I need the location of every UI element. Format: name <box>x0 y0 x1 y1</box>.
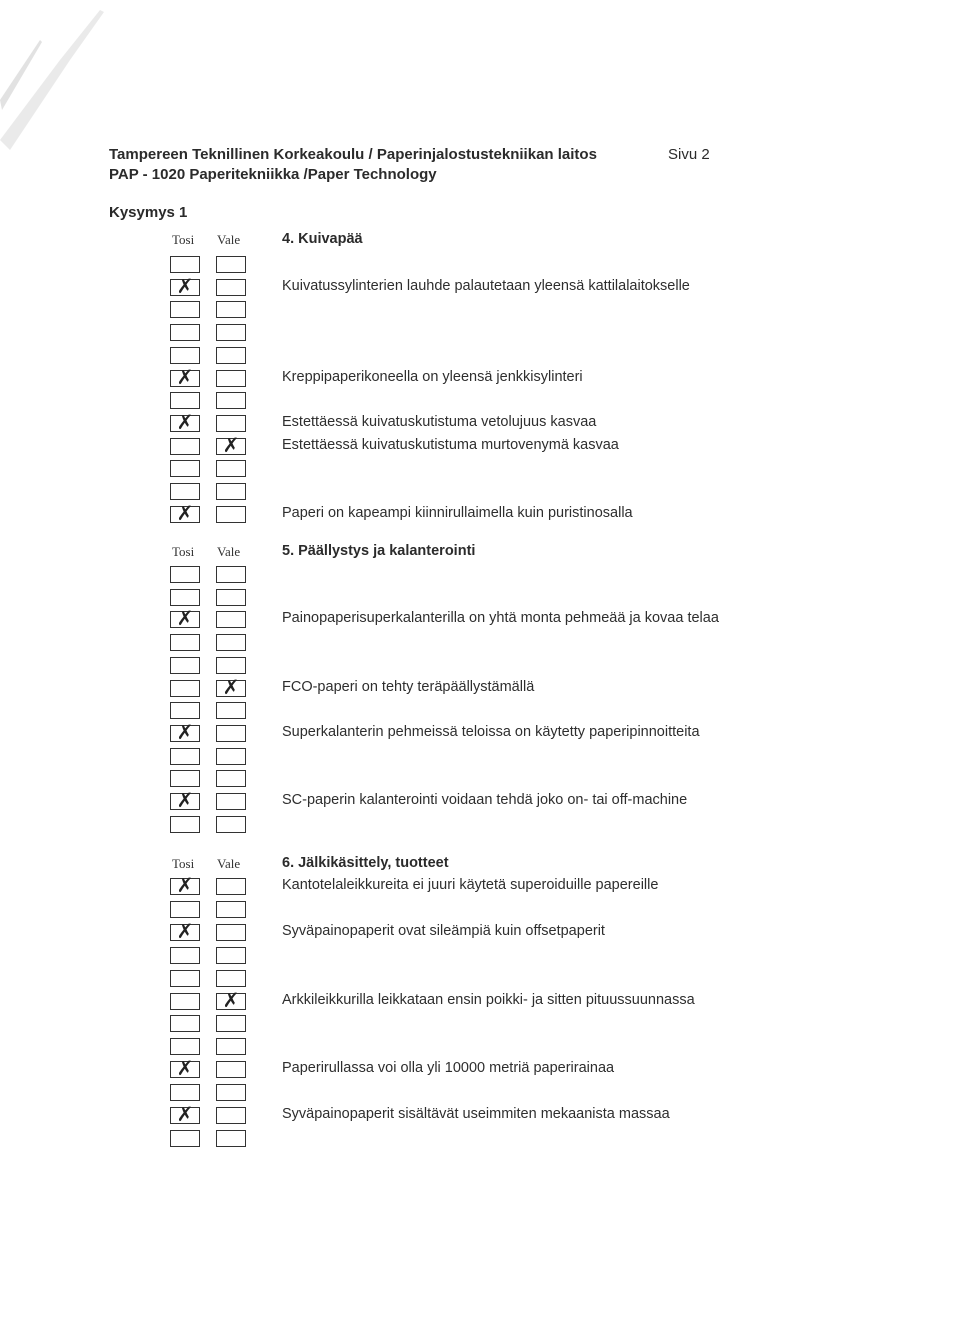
vale-checkbox[interactable] <box>216 878 246 895</box>
tosi-checkbox[interactable] <box>170 947 200 964</box>
check-mark-icon: ✗ <box>176 790 194 812</box>
check-mark-icon: ✗ <box>176 608 194 631</box>
tosi-checkbox[interactable] <box>170 1015 200 1032</box>
tosi-checkbox[interactable] <box>170 634 200 651</box>
section-title: 5. Päällystys ja kalanterointi <box>282 543 476 559</box>
tosi-checkbox[interactable] <box>170 411 200 434</box>
column-header-tosi: Tosi <box>172 232 195 247</box>
vale-checkbox[interactable] <box>216 415 246 432</box>
column-header-tosi: Tosi <box>172 544 195 559</box>
statement-text: Kantotelaleikkureita ei juuri käytetä superoiduille papereille <box>282 877 659 893</box>
check-mark-icon: ✗ <box>176 366 194 389</box>
vale-checkbox[interactable] <box>216 725 246 742</box>
check-mark-icon: ✗ <box>222 434 240 457</box>
check-mark-icon: ✗ <box>176 920 194 943</box>
tosi-checkbox[interactable] <box>170 993 200 1010</box>
vale-checkbox[interactable] <box>216 460 246 477</box>
tosi-checkbox[interactable] <box>170 901 200 918</box>
tosi-checkbox[interactable] <box>170 1038 200 1055</box>
tosi-checkbox[interactable] <box>170 502 200 525</box>
statement-text: Arkkileikkurilla leikkataan ensin poikki- ja sitten pituussuunnassa <box>282 991 695 1008</box>
vale-checkbox[interactable] <box>216 989 246 1012</box>
statement-text: Syväpainopaperit sisältävät useimmiten mekaanista massaa <box>282 1106 670 1122</box>
statement-text: Syväpainopaperit ovat sileämpiä kuin offsetpaperit <box>282 922 605 939</box>
tosi-checkbox[interactable] <box>170 680 200 697</box>
vale-checkbox[interactable] <box>216 770 246 787</box>
vale-checkbox[interactable] <box>216 566 246 583</box>
check-mark-icon: ✗ <box>176 502 194 525</box>
check-mark-icon: ✗ <box>222 676 240 699</box>
statement-text: Estettäessä kuivatuskutistuma murtovenymä kasvaa <box>282 436 619 453</box>
tosi-checkbox[interactable] <box>170 256 200 273</box>
vale-checkbox[interactable] <box>216 970 246 987</box>
vale-checkbox[interactable] <box>216 1015 246 1032</box>
vale-checkbox[interactable] <box>216 702 246 719</box>
header-course: PAP - 1020 Paperitekniikka /Paper Technology <box>109 166 437 183</box>
tosi-checkbox[interactable] <box>170 748 200 765</box>
column-header-tosi: Tosi <box>172 856 195 871</box>
tosi-checkbox[interactable] <box>170 301 200 318</box>
vale-checkbox[interactable] <box>216 793 246 810</box>
statement-text: Kuivatussylinterien lauhde palautetaan yleensä kattilalaitokselle <box>282 277 690 294</box>
tosi-checkbox[interactable] <box>170 790 200 812</box>
vale-checkbox[interactable] <box>216 589 246 606</box>
vale-checkbox[interactable] <box>216 1130 246 1147</box>
scan-streak <box>0 0 120 160</box>
page-number: Sivu 2 <box>668 146 710 163</box>
tosi-checkbox[interactable] <box>170 438 200 455</box>
question-label: Kysymys 1 <box>109 204 188 221</box>
tosi-checkbox[interactable] <box>170 1130 200 1147</box>
tosi-checkbox[interactable] <box>170 566 200 583</box>
tosi-checkbox[interactable] <box>170 275 200 298</box>
vale-checkbox[interactable] <box>216 1061 246 1078</box>
vale-checkbox[interactable] <box>216 1084 246 1101</box>
check-mark-icon: ✗ <box>176 411 194 434</box>
vale-checkbox[interactable] <box>216 392 246 409</box>
tosi-checkbox[interactable] <box>170 1058 200 1081</box>
check-mark-icon: ✗ <box>176 275 194 298</box>
statement-text: Paperirullassa voi olla yli 10000 metriä paperirainaa <box>282 1060 615 1077</box>
tosi-checkbox[interactable] <box>170 1084 200 1101</box>
vale-checkbox[interactable] <box>216 483 246 500</box>
vale-checkbox[interactable] <box>216 901 246 918</box>
tosi-checkbox[interactable] <box>170 875 200 897</box>
vale-checkbox[interactable] <box>216 301 246 318</box>
statement-text: Paperi on kapeampi kiinnirullaimella kuin puristinosalla <box>282 504 633 521</box>
tosi-checkbox[interactable] <box>170 721 200 744</box>
tosi-checkbox[interactable] <box>170 366 200 389</box>
tosi-checkbox[interactable] <box>170 460 200 477</box>
vale-checkbox[interactable] <box>216 434 246 457</box>
header-institution: Tampereen Teknillinen Korkeakoulu / Paperinjalostustekniikan laitos <box>109 146 597 163</box>
check-mark-icon: ✗ <box>176 1058 194 1081</box>
column-header-vale: Vale <box>217 232 241 247</box>
vale-checkbox[interactable] <box>216 924 246 941</box>
tosi-checkbox[interactable] <box>170 657 200 674</box>
tosi-checkbox[interactable] <box>170 970 200 987</box>
vale-checkbox[interactable] <box>216 748 246 765</box>
section-title: 4. Kuivapää <box>282 231 363 247</box>
statement-text: Kreppipaperikoneella on yleensä jenkkisylinteri <box>282 368 583 385</box>
vale-checkbox[interactable] <box>216 816 246 833</box>
vale-checkbox[interactable] <box>216 347 246 364</box>
statement-text: Estettäessä kuivatuskutistuma vetolujuus kasvaa <box>282 413 597 430</box>
tosi-checkbox[interactable] <box>170 920 200 943</box>
vale-checkbox[interactable] <box>216 657 246 674</box>
vale-checkbox[interactable] <box>216 279 246 296</box>
statement-text: FCO-paperi on tehty teräpäällystämällä <box>282 678 535 695</box>
tosi-checkbox[interactable] <box>170 589 200 606</box>
check-mark-icon: ✗ <box>222 989 240 1012</box>
vale-checkbox[interactable] <box>216 634 246 651</box>
vale-checkbox[interactable] <box>216 947 246 964</box>
statement-text: Painopaperisuperkalanterilla on yhtä monta pehmeää ja kovaa telaa <box>282 610 719 627</box>
check-mark-icon: ✗ <box>176 875 194 897</box>
vale-checkbox[interactable] <box>216 676 246 699</box>
tosi-checkbox[interactable] <box>170 1104 200 1126</box>
tosi-checkbox[interactable] <box>170 347 200 364</box>
section-title: 6. Jälkikäsittely, tuotteet <box>282 855 449 871</box>
statement-text: Superkalanterin pehmeissä teloissa on käytetty paperipinnoitteita <box>282 723 700 740</box>
tosi-checkbox[interactable] <box>170 392 200 409</box>
vale-checkbox[interactable] <box>216 324 246 341</box>
tosi-checkbox[interactable] <box>170 816 200 833</box>
tosi-checkbox[interactable] <box>170 770 200 787</box>
column-header-vale: Vale <box>217 856 241 871</box>
vale-checkbox[interactable] <box>216 370 246 387</box>
tosi-checkbox[interactable] <box>170 483 200 500</box>
check-mark-icon: ✗ <box>176 721 194 744</box>
vale-checkbox[interactable] <box>216 506 246 523</box>
statement-text: SC-paperin kalanterointi voidaan tehdä joko on- tai off-machine <box>282 792 688 808</box>
check-mark-icon: ✗ <box>176 1104 194 1126</box>
vale-checkbox[interactable] <box>216 1038 246 1055</box>
vale-checkbox[interactable] <box>216 256 246 273</box>
tosi-checkbox[interactable] <box>170 324 200 341</box>
vale-checkbox[interactable] <box>216 611 246 628</box>
column-header-vale: Vale <box>217 544 241 559</box>
tosi-checkbox[interactable] <box>170 608 200 631</box>
tosi-checkbox[interactable] <box>170 702 200 719</box>
vale-checkbox[interactable] <box>216 1107 246 1124</box>
